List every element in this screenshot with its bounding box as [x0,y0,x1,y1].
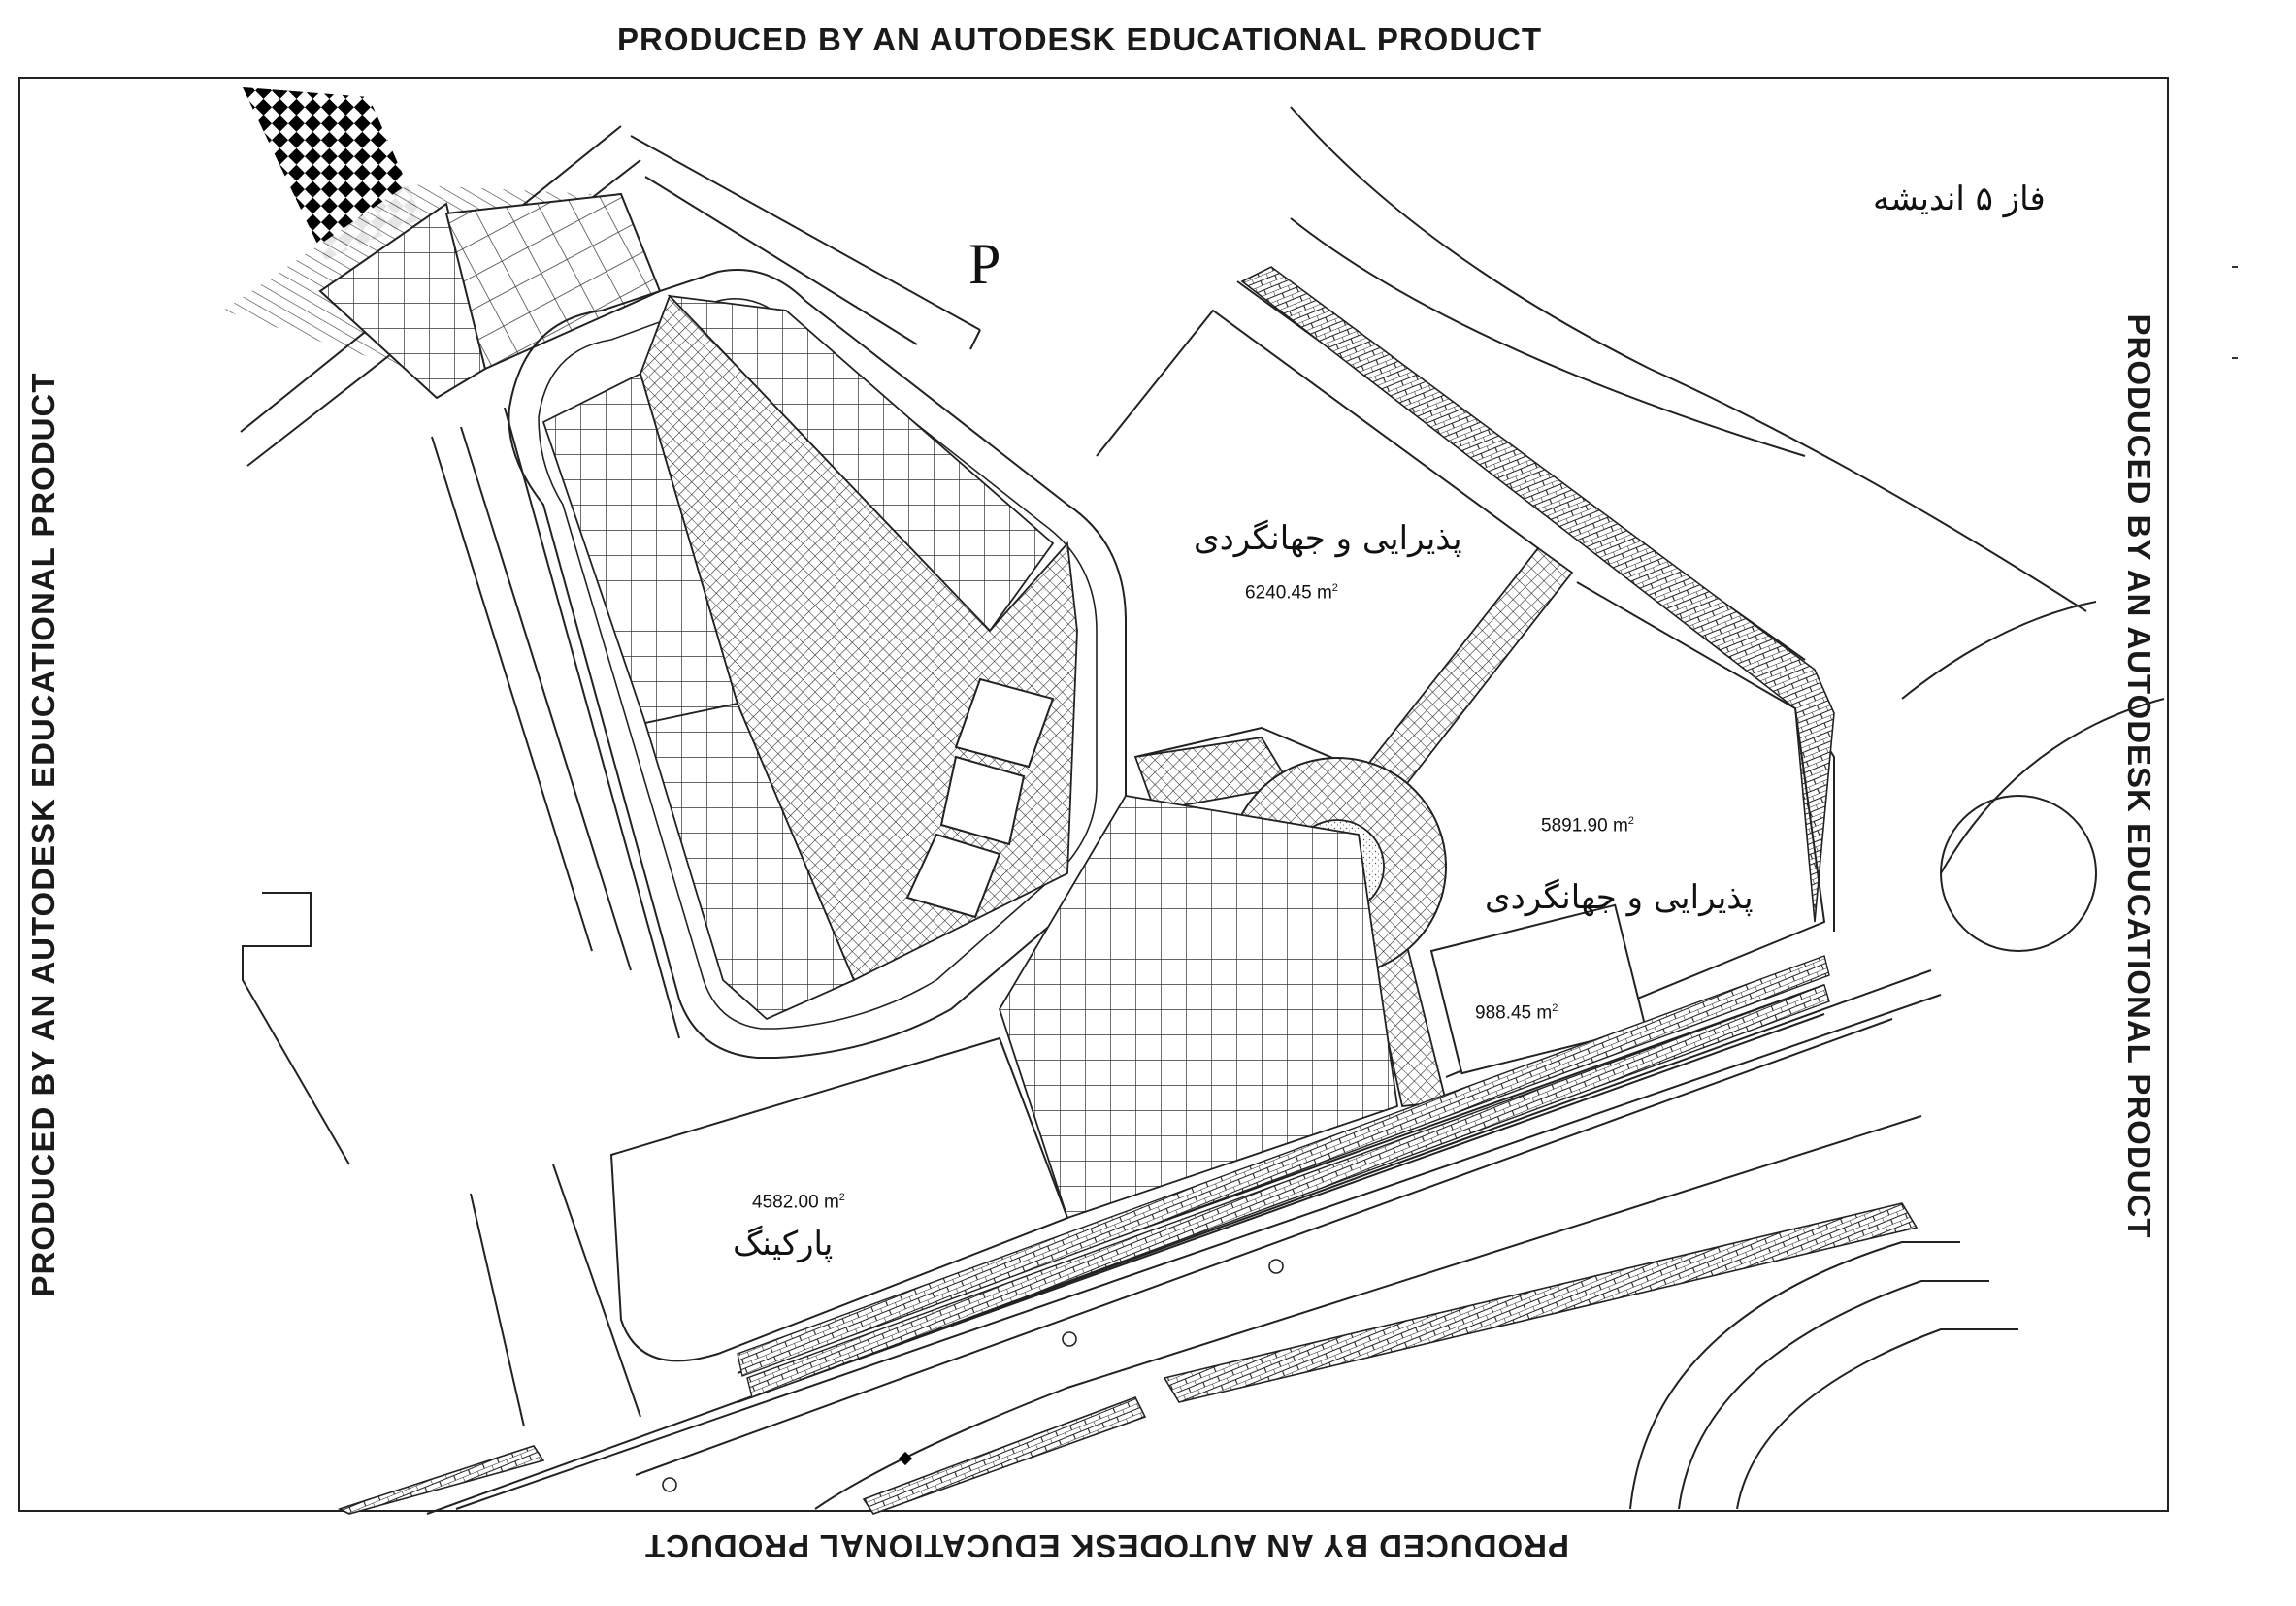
parking-letter: P [968,232,1001,296]
phase-label: فاز ۵ اندیشه [1873,180,2046,218]
margin-tick [2232,266,2238,268]
zone-name-reception-north: پذیرایی و جهانگردی [1194,519,1462,558]
zone-area-parking: 4582.00 $m^2$ [752,1192,845,1213]
watermark-left: PRODUCED BY AN AUTODESK EDUCATIONAL PRODUCT [25,372,61,1297]
zone-area-small-plot: 988.45 $m^2$ [1475,1002,1558,1024]
zone-area-reception-east: 5891.90 $m^2$ [1541,815,1634,836]
watermark-bottom: PRODUCED BY AN AUTODESK EDUCATIONAL PRODUCT [644,1528,1569,1564]
watermark-top: PRODUCED BY AN AUTODESK EDUCATIONAL PRODUCT [617,21,1542,57]
watermark-right: PRODUCED BY AN AUTODESK EDUCATIONAL PRODUCT [2121,313,2157,1239]
zone-area-reception-north: 6240.45 $m^2$ [1245,582,1338,604]
margin-tick [2232,357,2238,359]
zone-name-parking: پارکینگ [733,1225,834,1263]
zone-name-reception-east: پذیرایی و جهانگردی [1485,878,1754,917]
